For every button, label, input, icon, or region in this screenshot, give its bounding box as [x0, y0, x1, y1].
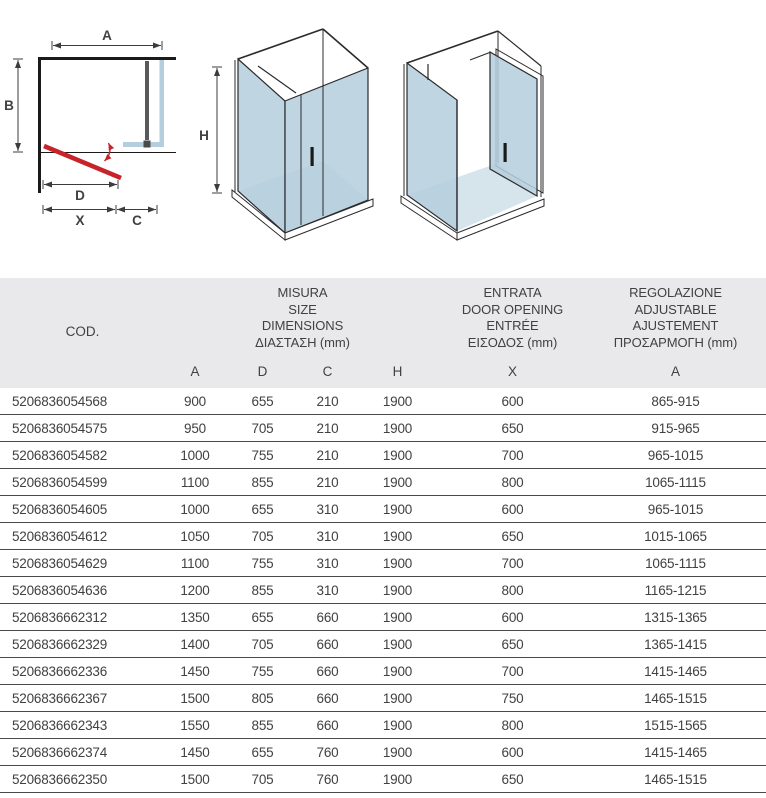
- cell-h: 1900: [382, 690, 413, 706]
- cell-a: 1400: [180, 636, 210, 652]
- subcol-d: D: [257, 363, 268, 379]
- cell-cod: 5206836054629: [12, 555, 108, 571]
- cell-c: 760: [316, 744, 339, 760]
- cell-x: 600: [501, 744, 524, 760]
- plan-diagram: [0, 20, 190, 235]
- cell-a: 1500: [180, 771, 210, 787]
- cell-d: 655: [251, 393, 274, 409]
- cell-d: 705: [251, 636, 274, 652]
- cell-d: 805: [251, 690, 274, 706]
- plan-dim-x-label: X: [75, 213, 85, 228]
- cell-x: 600: [501, 501, 524, 517]
- cell-h: 1900: [382, 447, 413, 463]
- cell-a: 1000: [180, 501, 210, 517]
- panel-connector: [144, 141, 151, 148]
- cell-x: 650: [501, 771, 524, 787]
- cell-x: 650: [501, 636, 524, 652]
- cell-cod: 5206836054582: [12, 447, 108, 463]
- cell-adj: 965-1015: [647, 501, 704, 517]
- group-line: MISURA: [277, 285, 328, 300]
- cell-adj: 1415-1465: [644, 744, 707, 760]
- cell-cod: 5206836662312: [12, 609, 108, 625]
- cell-c: 310: [316, 501, 339, 517]
- table-row: [0, 469, 766, 496]
- door-top-edge: [470, 52, 491, 60]
- cell-adj: 1065-1115: [645, 474, 706, 490]
- cell-cod: 5206836054575: [12, 420, 108, 436]
- cell-a: 1100: [180, 474, 210, 490]
- cell-h: 1900: [382, 663, 413, 679]
- cell-adj: 1165-1215: [644, 582, 707, 598]
- cell-cod: 5206836662336: [12, 663, 108, 679]
- cell-d: 855: [251, 474, 274, 490]
- cell-h: 1900: [382, 393, 413, 409]
- cell-adj: 1465-1515: [644, 690, 707, 706]
- plan-dim-a-label: A: [102, 28, 112, 43]
- table-body: [0, 388, 766, 793]
- cell-d: 705: [251, 420, 274, 436]
- group-line: ΠΡΟΣΑΡΜΟΓΗ (mm): [613, 334, 738, 350]
- cell-adj: 1365-1415: [644, 636, 707, 652]
- table-row: [0, 604, 766, 631]
- cell-h: 1900: [382, 636, 413, 652]
- cell-d: 755: [251, 555, 274, 571]
- subcol-h: H: [392, 363, 403, 379]
- cell-d: 655: [251, 501, 274, 517]
- cell-adj: 1315-1365: [644, 609, 707, 625]
- table-row: [0, 388, 766, 415]
- cell-c: 210: [316, 447, 339, 463]
- cell-c: 310: [316, 528, 339, 544]
- cell-cod: 5206836662343: [12, 717, 108, 733]
- group-line: DOOR OPENING: [461, 301, 564, 317]
- cell-cod: 5206836662350: [12, 771, 108, 787]
- group-line: ENTRÉE: [486, 318, 539, 333]
- cell-cod: 5206836054568: [12, 393, 108, 409]
- group-line: ΕΙΣΟΔΟΣ (mm): [467, 334, 558, 350]
- group-line: DIMENSIONS: [261, 318, 344, 333]
- cell-h: 1900: [382, 528, 413, 544]
- cell-x: 600: [501, 609, 524, 625]
- table-row: [0, 550, 766, 577]
- cell-x: 800: [501, 474, 524, 490]
- table-row: [0, 658, 766, 685]
- cell-c: 210: [316, 420, 339, 436]
- cell-d: 855: [251, 582, 274, 598]
- door-handle: [311, 147, 314, 166]
- door-handle: [504, 143, 507, 162]
- top-rim: [323, 29, 368, 68]
- cell-adj: 1415-1465: [644, 663, 707, 679]
- group-header-regolazione: [585, 285, 766, 351]
- cell-cod: 5206836054612: [12, 528, 108, 544]
- cell-c: 760: [316, 771, 339, 787]
- cell-a: 1450: [180, 744, 210, 760]
- cell-a: 1500: [180, 690, 210, 706]
- group-line: REGOLAZIONE: [629, 285, 722, 300]
- cell-adj: 1465-1515: [644, 771, 707, 787]
- cell-c: 660: [316, 717, 339, 733]
- cell-adj: 915-965: [651, 420, 700, 436]
- table-row: [0, 712, 766, 739]
- cell-a: 1200: [180, 582, 210, 598]
- iso-dim-h-label: H: [199, 128, 209, 143]
- cell-c: 660: [316, 690, 339, 706]
- table-row: [0, 685, 766, 712]
- cell-d: 655: [251, 609, 274, 625]
- cell-h: 1900: [382, 582, 413, 598]
- cell-cod: 5206836662374: [12, 744, 108, 760]
- group-line: SIZE: [288, 301, 317, 317]
- cell-cod: 5206836054636: [12, 582, 108, 598]
- table-row: [0, 415, 766, 442]
- cell-a: 1350: [180, 609, 210, 625]
- cell-a: 900: [184, 393, 206, 409]
- cell-cod: 5206836054599: [12, 474, 108, 490]
- subcolumn-header-row: [0, 358, 766, 384]
- cell-d: 755: [251, 447, 274, 463]
- cell-x: 800: [501, 717, 524, 733]
- cell-h: 1900: [382, 717, 413, 733]
- cell-adj: 1065-1115: [645, 555, 706, 571]
- iso-front-diagram: [195, 10, 385, 248]
- cell-h: 1900: [382, 609, 413, 625]
- iso-side-diagram: [385, 10, 585, 248]
- cell-d: 855: [251, 717, 274, 733]
- plan-dim-d-label: D: [75, 188, 85, 203]
- cell-c: 310: [316, 582, 339, 598]
- cell-a: 950: [184, 420, 206, 436]
- cell-h: 1900: [382, 474, 413, 490]
- cell-cod: 5206836054605: [12, 501, 108, 517]
- subcol-a: A: [190, 363, 200, 379]
- subcol-c: C: [322, 363, 333, 379]
- cell-c: 660: [316, 609, 339, 625]
- cell-h: 1900: [382, 501, 413, 517]
- cell-x: 700: [501, 447, 524, 463]
- cell-x: 650: [501, 420, 524, 436]
- cell-cod: 5206836662329: [12, 636, 108, 652]
- cell-a: 1000: [180, 447, 210, 463]
- cell-x: 700: [501, 663, 524, 679]
- cell-h: 1900: [382, 420, 413, 436]
- cell-h: 1900: [382, 771, 413, 787]
- cell-x: 600: [501, 393, 524, 409]
- cell-a: 1050: [180, 528, 210, 544]
- cell-adj: 965-1015: [647, 447, 704, 463]
- cod-header: COD.: [65, 323, 100, 339]
- cell-a: 1550: [180, 717, 210, 733]
- group-header-entrata: [440, 285, 585, 351]
- table-row: [0, 496, 766, 523]
- cell-c: 210: [316, 474, 339, 490]
- cell-adj: 1515-1565: [644, 717, 707, 733]
- table-row: [0, 631, 766, 658]
- table-header: [0, 278, 766, 388]
- group-header-misura: [165, 285, 440, 351]
- table-row: [0, 766, 766, 793]
- top-rim: [407, 31, 498, 63]
- cell-h: 1900: [382, 555, 413, 571]
- cell-d: 655: [251, 744, 274, 760]
- cell-cod: 5206836662367: [12, 690, 108, 706]
- table-row: [0, 523, 766, 550]
- subcol-adj-a: A: [670, 363, 680, 379]
- group-line: AJUSTEMENT: [632, 318, 719, 333]
- cell-adj: 865-915: [651, 393, 700, 409]
- cell-d: 755: [251, 663, 274, 679]
- group-line: ΔΙΑΣΤΑΣΗ (mm): [255, 334, 350, 350]
- group-line: ADJUSTABLE: [634, 301, 717, 317]
- table-row: [0, 577, 766, 604]
- cell-adj: 1015-1065: [644, 528, 707, 544]
- glass-panel-plan-vertical: [160, 60, 165, 147]
- cell-x: 650: [501, 528, 524, 544]
- cell-c: 660: [316, 636, 339, 652]
- cell-x: 800: [501, 582, 524, 598]
- table-row: [0, 739, 766, 766]
- cell-h: 1900: [382, 744, 413, 760]
- top-rim: [238, 29, 323, 59]
- table-row: [0, 442, 766, 469]
- plan-dim-b-label: B: [4, 98, 14, 113]
- plan-dim-c-label: C: [132, 213, 142, 228]
- cell-a: 1100: [180, 555, 210, 571]
- subcol-x: X: [507, 363, 517, 379]
- cell-a: 1450: [180, 663, 210, 679]
- cell-d: 705: [251, 528, 274, 544]
- group-line: ENTRATA: [483, 285, 542, 300]
- cell-d: 705: [251, 771, 274, 787]
- cell-x: 750: [501, 690, 524, 706]
- cell-c: 660: [316, 663, 339, 679]
- cell-c: 210: [316, 393, 339, 409]
- cell-x: 700: [501, 555, 524, 571]
- cell-c: 310: [316, 555, 339, 571]
